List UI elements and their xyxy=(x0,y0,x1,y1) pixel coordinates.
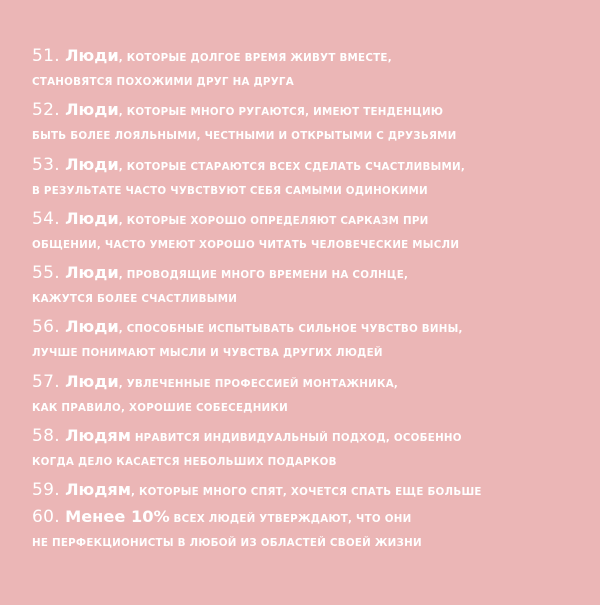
fact-number: 58. xyxy=(32,426,60,447)
fact-line-2: КАЖУТСЯ БОЛЕЕ СЧАСТЛИВЫМИ xyxy=(32,293,238,306)
fact-item-51 xyxy=(32,42,580,96)
fact-text: , СПОСОБНЫЕ ИСПЫТЫВАТЬ СИЛЬНОЕ ЧУВСТВО ВИНЫ, xyxy=(118,323,463,336)
fact-line-1 xyxy=(32,205,580,232)
fact-line-1 xyxy=(32,96,580,123)
fact-line-2: СТАНОВЯТСЯ ПОХОЖИМИ ДРУГ НА ДРУГА xyxy=(32,76,294,88)
fact-line-2: ЛУЧШЕ ПОНИМАЮТ МЫСЛИ И ЧУВСТВА ДРУГИХ ЛЮДЕЙ xyxy=(32,347,383,360)
fact-subject: Люди xyxy=(65,208,119,228)
fact-number: 59. xyxy=(32,480,60,501)
fact-item-59 xyxy=(32,476,580,503)
fact-number: 53. xyxy=(32,154,60,175)
fact-line-1 xyxy=(32,422,580,449)
fact-line-1 xyxy=(32,42,580,69)
fact-number: 52. xyxy=(32,100,60,121)
fact-number: 55. xyxy=(32,263,60,284)
fact-line-2: ОБЩЕНИИ, ЧАСТО УМЕЮТ ХОРОШО ЧИТАТЬ ЧЕЛОВЕЧЕСКИЕ МЫСЛИ xyxy=(32,238,460,251)
fact-text: , КОТОРЫЕ ХОРОШО ОПРЕДЕЛЯЮТ САРКАЗМ ПРИ xyxy=(118,214,429,227)
fact-item-58 xyxy=(32,422,580,476)
fact-number: 56. xyxy=(32,317,60,338)
fact-text: , УВЛЕЧЕННЫЕ ПРОФЕССИЕЙ МОНТАЖНИКА, xyxy=(118,377,399,390)
fact-line-1 xyxy=(32,313,580,340)
fact-item-60 xyxy=(32,503,580,557)
fact-number: 60. xyxy=(32,507,60,528)
fact-text: , КОТОРЫЕ МНОГО РУГАЮТСЯ, ИМЕЮТ ТЕНДЕНЦИЮ xyxy=(118,106,444,119)
fact-text: ВСЕХ ЛЮДЕЙ УТВЕРЖДАЮТ, ЧТО ОНИ xyxy=(169,513,412,526)
fact-text: , КОТОРЫЕ ДОЛГОЕ ВРЕМЯ ЖИВУТ ВМЕСТЕ, xyxy=(118,52,392,64)
fact-text: , КОТОРЫЕ СТАРАЮТСЯ ВСЕХ СДЕЛАТЬ СЧАСТЛИВЫМИ, xyxy=(118,160,466,173)
fact-line-1 xyxy=(32,368,580,395)
fact-item-57 xyxy=(32,368,580,422)
fact-text: , ПРОВОДЯЩИЕ МНОГО ВРЕМЕНИ НА СОЛНЦЕ, xyxy=(118,269,409,282)
fact-subject: Людям xyxy=(65,480,131,500)
fact-item-52 xyxy=(32,96,580,150)
fact-text: , КОТОРЫЕ МНОГО СПЯТ, ХОЧЕТСЯ СПАТЬ ЕЩЕ БОЛЬШЕ xyxy=(130,486,482,499)
fact-line-1 xyxy=(32,151,580,178)
fact-line-2: БЫТЬ БОЛЕЕ ЛОЯЛЬНЫМИ, ЧЕСТНЫМИ И ОТКРЫТЫМИ С ДРУЗЬЯМИ xyxy=(32,130,457,143)
fact-subject: Люди xyxy=(65,317,119,337)
fact-item-55 xyxy=(32,259,580,313)
fact-line-1 xyxy=(32,503,580,530)
fact-number: 51. xyxy=(32,46,60,66)
fact-text: НРАВИТСЯ ИНДИВИДУАЛЬНЫЙ ПОДХОД, ОСОБЕННО xyxy=(130,432,462,445)
facts-list xyxy=(32,42,580,558)
fact-line-1 xyxy=(32,259,580,286)
fact-subject: Люди xyxy=(65,371,119,391)
fact-item-56 xyxy=(32,313,580,367)
fact-subject: Менее 10% xyxy=(65,507,170,527)
fact-subject: Люди xyxy=(65,100,119,120)
fact-item-54 xyxy=(32,205,580,259)
fact-subject: Люди xyxy=(65,46,119,65)
fact-number: 54. xyxy=(32,208,60,229)
fact-line-2: КАК ПРАВИЛО, ХОРОШИЕ СОБЕСЕДНИКИ xyxy=(32,401,288,414)
fact-line-2: КОГДА ДЕЛО КАСАЕТСЯ НЕБОЛЬШИХ ПОДАРКОВ xyxy=(32,456,337,469)
fact-subject: Люди xyxy=(65,154,119,174)
fact-number: 57. xyxy=(32,371,60,392)
fact-item-53 xyxy=(32,151,580,205)
fact-subject: Людям xyxy=(65,426,131,446)
fact-line-1 xyxy=(32,476,580,503)
fact-line-2: В РЕЗУЛЬТАТЕ ЧАСТО ЧУВСТВУЮТ СЕБЯ САМЫМИ ОДИНОКИМИ xyxy=(32,184,428,197)
fact-subject: Люди xyxy=(65,263,119,283)
fact-line-2: НЕ ПЕРФЕКЦИОНИСТЫ В ЛЮБОЙ ИЗ ОБЛАСТЕЙ СВОЕЙ ЖИЗНИ xyxy=(32,537,422,550)
